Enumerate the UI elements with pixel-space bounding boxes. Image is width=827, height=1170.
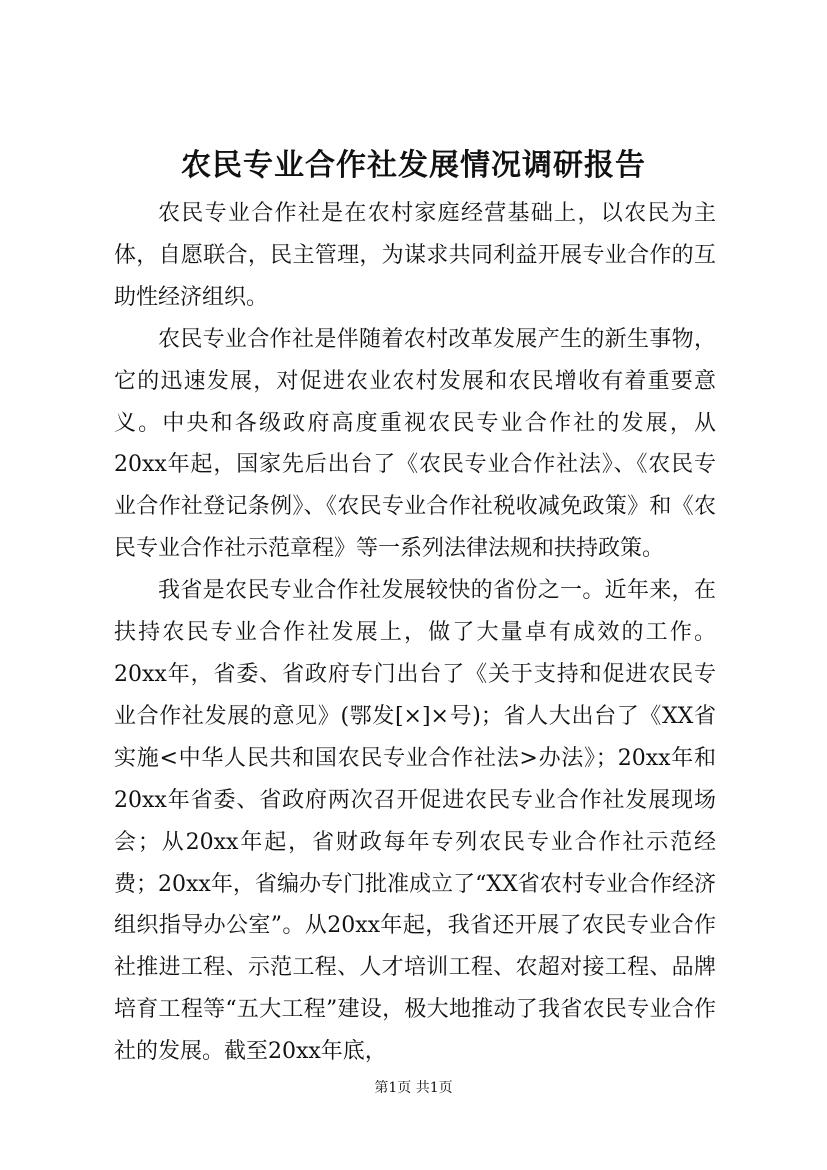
- paragraph-1: 农民专业合作社是在农村家庭经营基础上，以农民为主体，自愿联合，民主管理，为谋求共同利益开展专业合作的互助性经济组织。: [114, 201, 716, 310]
- document-title: 农民专业合作社发展情况调研报告: [181, 148, 646, 183]
- document-body: [114, 193, 716, 1073]
- paragraph-2: 农民专业合作社是伴随着农村改革发展产生的新生事物，它的迅速发展，对促进农业农村发展和农民增收有着重要意义。中央和各级政府高度重视农民专业合作社的发展，从20xx年起，国家先后出台了《农民专业合作社法》、《农民专业合作社登记条例》、《农民专业合作社税收减免政策》和《农民专业合作社示范章程》等一系列法律法规和扶持政策。: [114, 326, 716, 562]
- page-number-footer: 第1页 共1页: [374, 1080, 453, 1096]
- paragraph-3: 我省是农民专业合作社发展较快的省份之一。近年来，在扶持农民专业合作社发展上，做了大量卓有成效的工作。20xx年，省委、省政府专门出台了《关于支持和促进农民专业合作社发展的意见》(鄂发[×]×号)；省人大出台了《XX省实施<中华人民共和国农民专业合作社法>办法》；20xx年和20xx年省委、省政府两次召开促进农民专业合作社发展现场会；从20xx年起，省财政每年专列农民专业合作社示范经费；20xx年，省编办专门批准成立了“XX省农村专业合作经济组织指导办公室”。从20xx年起，我省还开展了农民专业合作社推进工程、示范工程、人才培训工程、农超对接工程、品牌培育工程等“五大工程”建设，极大地推动了我省农民专业合作社的发展。截至20xx年底，: [114, 578, 716, 1065]
